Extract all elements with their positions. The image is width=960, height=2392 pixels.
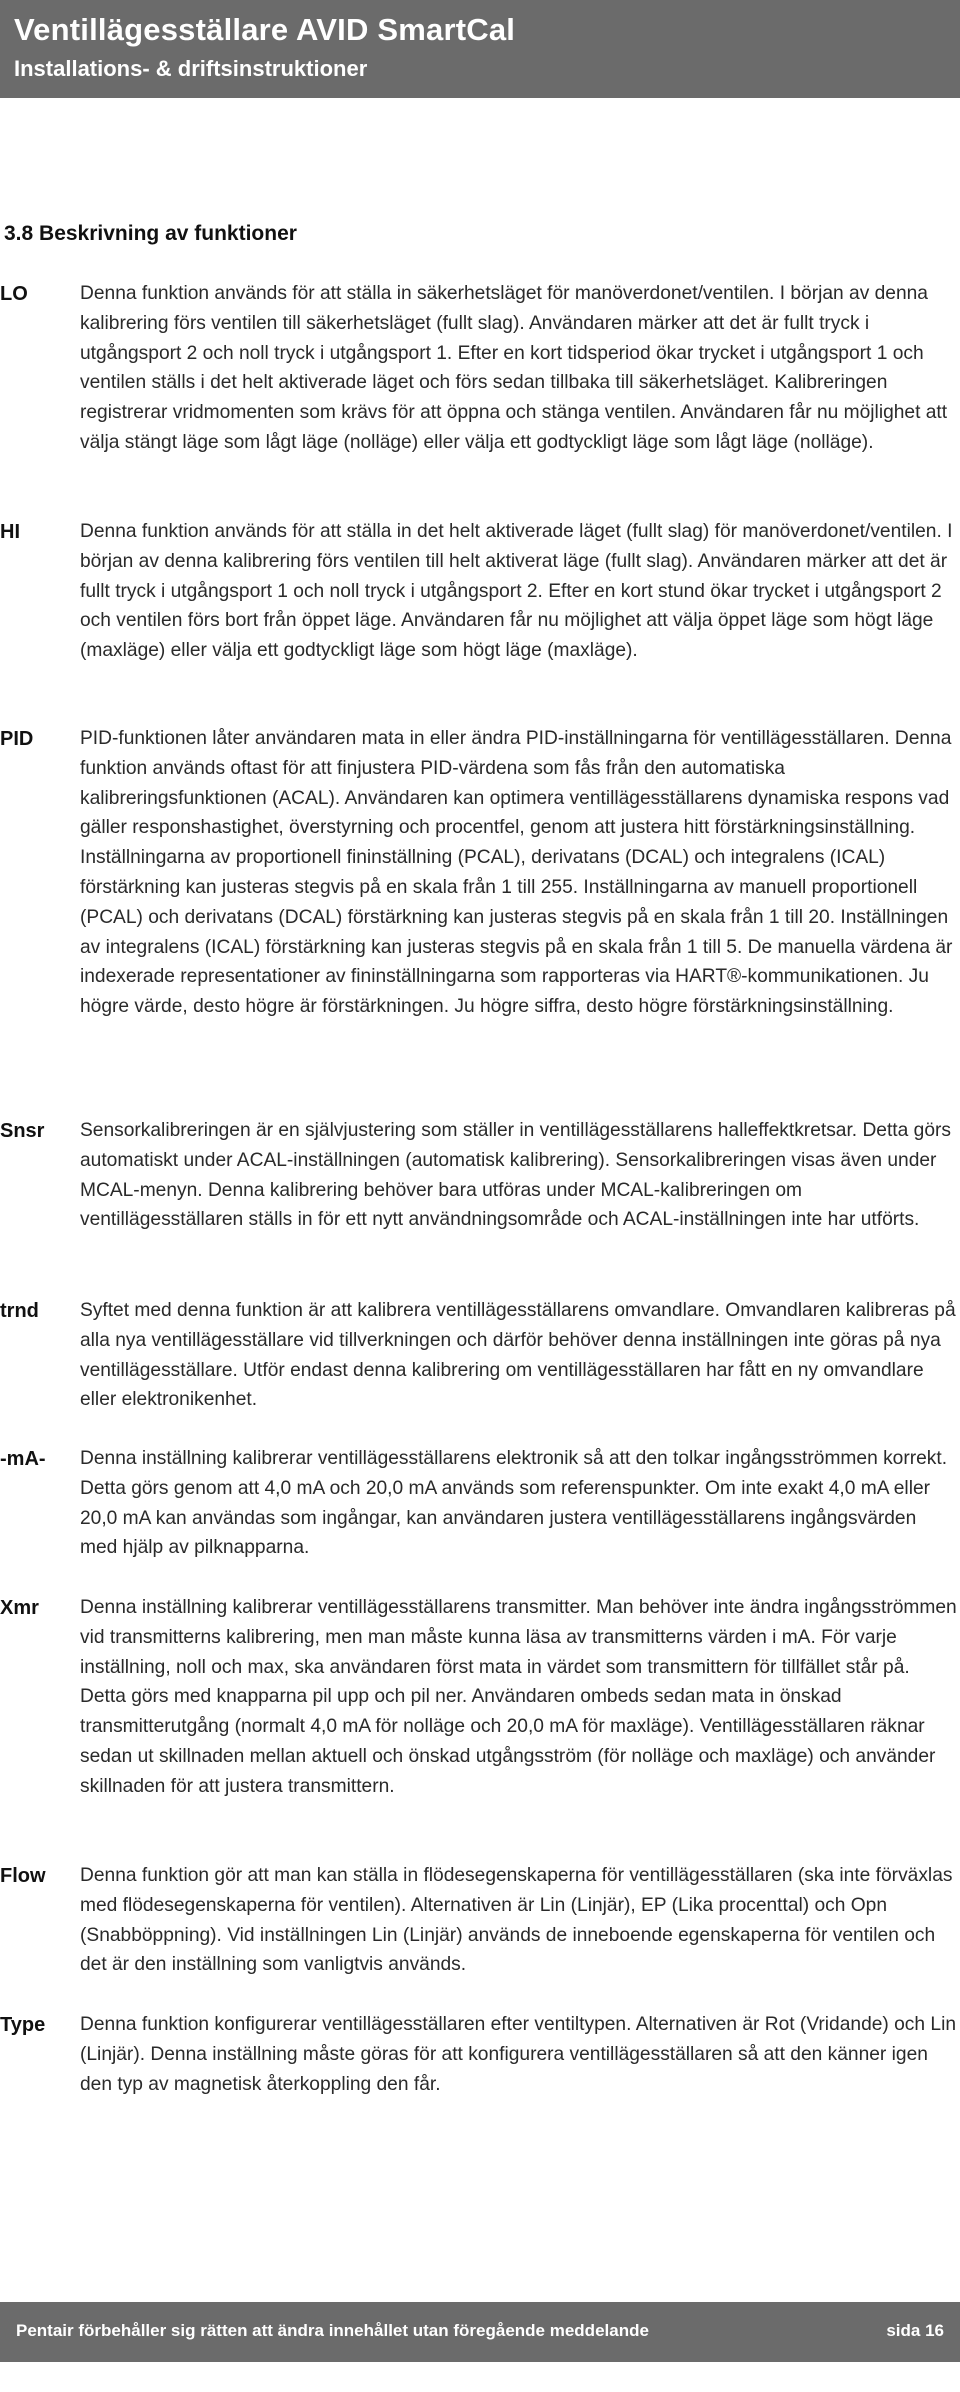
function-term-ma: -mA- bbox=[0, 1448, 46, 1470]
document-title: Ventillägesställare AVID SmartCal bbox=[14, 12, 516, 47]
document-subtitle: Installations- & driftsinstruktioner bbox=[14, 56, 368, 81]
function-description-ma: Denna inställning kalibrerar ventillägesställarens elektronik så att den tolkar ingångsströmmen korrekt. Detta görs genom att 4,0 mA och 20,0 mA används som referenspunkter. Om inte exakt 4,0 mA eller 20,0 mA kan användas som ingångar, kan användaren justera ventillägesställarens ingångsvärden med hjälp av pilknapparna. bbox=[80, 1448, 948, 1559]
function-description-type: Denna funktion konfigurerar ventillägesställaren efter ventiltypen. Alternativen är Rot (Vridande) och Lin (Linjär). Denna inställning måste göras för att konfigurera ventillägesställaren så att den känner igen den typ av magnetisk återkoppling den får. bbox=[80, 2014, 957, 2095]
function-description-snsr: Sensorkalibreringen är en självjustering som ställer in ventillägesställarens halleffektkretsar. Detta görs automatiskt under ACAL-inställningen (automatisk kalibrering). Sensorkalibreringen visas även under MCAL-menyn. Denna kalibrering behöver bara utföras under MCAL-kalibreringen om ventillägesställaren ställs in för ett nytt användningsområde och ACAL-inställningen inte har utförts. bbox=[80, 1120, 951, 1231]
function-description-trnd: Syftet med denna funktion är att kalibrera ventillägesställarens omvandlare. Omvandlaren kalibreras på alla nya ventillägesställare vid tillverkningen och därför behöver denna inställningen inte göras på nya ventillägesställare. Utför endast denna kalibrering om ventillägesställaren har fått en ny omvandlare eller elektronikenhet. bbox=[80, 1300, 956, 1411]
function-description-pid: PID-funktionen låter användaren mata in eller ändra PID-inställningarna för ventillägesställaren. Denna funktion används oftast för att finjustera PID-värdena som fås från den automatiska kalibreringsfunktionen (ACAL). Användaren kan optimera ventillägesställarens dynamiska respons vad gäller responshastighet, överstyrning och procentfel, genom att justera hitt förstärkningsinställning. Inställningarna av proportionell fininställning (PCAL), derivatans (DCAL) och integralens (ICAL) förstärkning kan justeras stegvis på en skala från 1 till 255. Inställningarna av manuell proportionell (PCAL) och derivatans (DCAL) förstärkning kan justeras stegvis på en skala från 1 till 20. Inställningen av integralens (ICAL) förstärkning kan justeras stegvis på en skala från 1 till 5. De manuella värdena är indexerade representationer av fininställningarna som rapporteras via HART®-kommunikationen. Ju högre värde, desto högre är förstärkningen. Ju högre siffra, desto högre förstärkningsinställning. bbox=[80, 728, 953, 1018]
function-term-flow: Flow bbox=[0, 1865, 46, 1887]
function-description-flow: Denna funktion gör att man kan ställa in flödesegenskaperna för ventillägesställaren (ska inte förväxlas med flödesegenskaperna för ventilen). Alternativen är Lin (Linjär), EP (Lika procenttal) och Opn (Snabböppning). Vid inställningen Lin (Linjär) används de inneboende egenskaperna för ventilen och det är den inställning som vanligtvis används. bbox=[80, 1865, 953, 1976]
page-footer bbox=[0, 2302, 960, 2362]
function-term-snsr: Snsr bbox=[0, 1120, 45, 1142]
function-term-type: Type bbox=[0, 2014, 46, 2036]
function-term-hi: HI bbox=[0, 521, 20, 543]
function-description-xmr: Denna inställning kalibrerar ventillägesställarens transmitter. Man behöver inte ändra ingångsströmmen vid transmitterns kalibrering, men man måste kunna läsa av transmitterns värden i mA. För varje inställning, noll och max, ska användaren först mata in värdet som transmittern för tillfället står på. Detta görs med knapparna pil upp och pil ner. Användaren ombeds sedan mata in önskad transmitterutgång (normalt 4,0 mA för nolläge och 20,0 mA för maxläge). Ventillägesställaren räknar sedan ut skillnaden mellan aktuell och önskad utgångsström (för nolläge och maxläge) och använder skillnaden för att justera transmittern. bbox=[80, 1597, 957, 1797]
function-term-trnd: trnd bbox=[0, 1300, 39, 1322]
function-term-lo: LO bbox=[0, 283, 28, 305]
function-description-lo: Denna funktion används för att ställa in säkerhetsläget för manöverdonet/ventilen. I början av denna kalibrering förs ventilen till säkerhetsläget (fullt slag). Användaren märker att det är fullt tryck i utgångsport 2 och noll tryck i utgångsport 1. Efter en kort tidsperiod ökar trycket i utgångsport 1 och ventilen ställs i det helt aktiverade läget och förs sedan tillbaka till säkerhetsläget. Kalibreringen registrerar vridmomenten som krävs för att öppna och stänga ventilen. Användaren får nu möjlighet att välja stängt läge som lågt läge (nolläge) eller välja ett godtyckligt läge som lågt läge (nolläge). bbox=[80, 283, 948, 453]
function-term-xmr: Xmr bbox=[0, 1597, 39, 1619]
function-term-pid: PID bbox=[0, 728, 34, 750]
page-header bbox=[0, 0, 960, 98]
section-title: 3.8 Beskrivning av funktioner bbox=[4, 222, 297, 245]
function-description-hi: Denna funktion används för att ställa in det helt aktiverade läget (fullt slag) för manöverdonet/ventilen. I början av denna kalibrering förs ventilen till helt aktiverat läge (fullt slag). Användaren märker att det är fullt tryck i utgångsport 1 och noll tryck i utgångsport 2. Efter en kort stund ökar trycket i utgångsport 2 och ventilen förs bort från öppet läge. Användaren får nu möjlighet att välja öppet läge som högt läge (maxläge) eller välja ett godtyckligt läge som högt läge (maxläge). bbox=[80, 521, 953, 662]
footer-disclaimer: Pentair förbehåller sig rätten att ändra innehållet utan föregående meddelande bbox=[16, 2321, 649, 2340]
page-number: sida 16 bbox=[886, 2321, 944, 2340]
